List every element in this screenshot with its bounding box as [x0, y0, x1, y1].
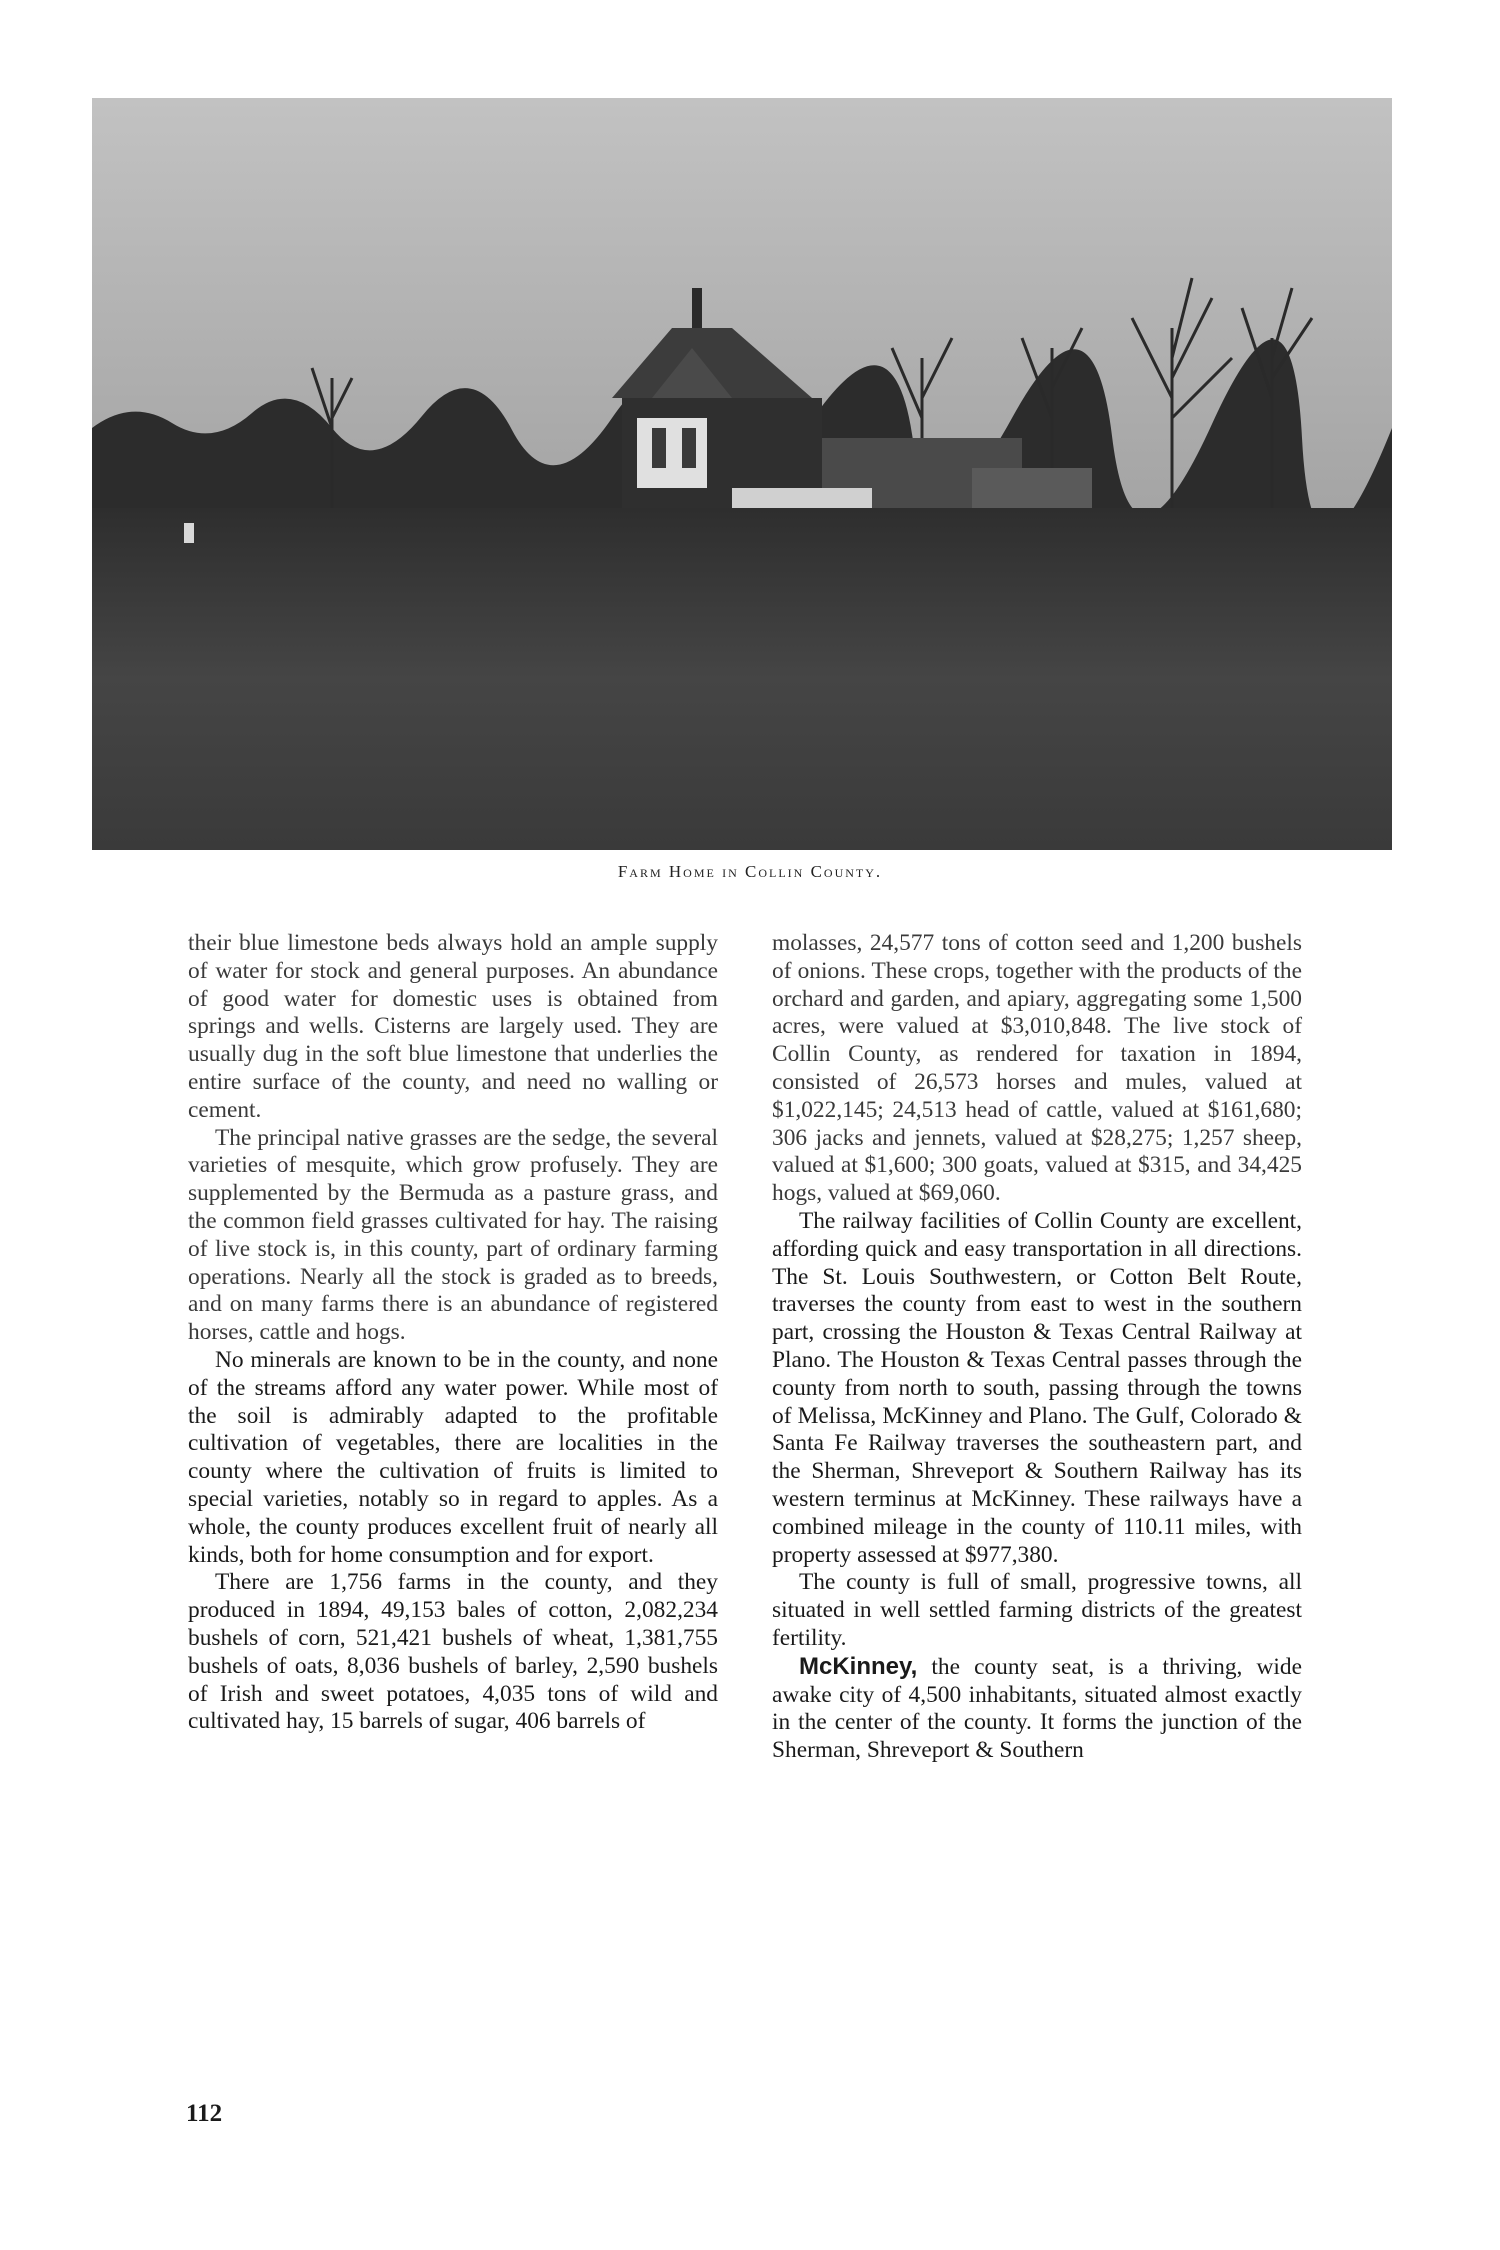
- farmhouse-photograph: [92, 98, 1392, 850]
- page-number: 112: [186, 2100, 223, 2127]
- paragraph: The railway facilities of Collin County are excellent, affording quick and easy transportation in all directions. The St. Louis Southwestern, or Cotton Belt Route, traverses the county from east to west in the southern part, crossing the Houston & Texas Central Railway at Plano. The Houston & Texas Central passes through the county from north to south, passing through the towns of Melissa, McKinney and Plano. The Gulf, Colorado & Santa Fe Railway traverses the southeastern part, and the Sherman, Shreveport & Southern Railway has its western terminus at McKinney. These railways have a combined mileage in the county of 110.11 miles, with property assessed at $977,380.: [772, 1207, 1302, 1568]
- paragraph: [772, 1653, 1302, 1765]
- paragraph-text: the county seat, is a thriving, wide awake city of 4,500 inhabitants, situated almost exactly in the center of the county. It forms the junction of the Sherman, Shreveport & Southern: [772, 1653, 1302, 1764]
- paragraph: their blue limestone beds always hold an ample supply of water for stock and general purposes. An abundance of good water for domestic uses is obtained from springs and wells. Cisterns are largely used. They are usually dug in the soft blue limestone that underlies the entire surface of the county, and need no walling or cement.: [188, 930, 718, 1123]
- paragraph: No minerals are known to be in the county, and none of the streams afford any water power. While most of the soil is admirably adapted to the profitable cultivation of vegetables, there are localities in the county where the cultivation of fruits is limited to special varieties, notably so in regard to apples. As a whole, the county produces excellent fruit of nearly all kinds, both for home consumption and for export.: [188, 1346, 718, 1568]
- paragraph: The county is full of small, progressive towns, all situated in well settled farming districts of the greatest fertility.: [772, 1569, 1302, 1651]
- text-column-right: [772, 930, 1302, 1765]
- paragraph: molasses, 24,577 tons of cotton seed and 1,200 bushels of onions. These crops, together with the products of the orchard and garden, and apiary, aggregating some 1,500 acres, were valued at $3,010,848. The live stock of Collin County, as rendered for taxation in 1894, consisted of 26,573 horses and mules, valued at $1,022,145; 24,513 head of cattle, valued at $161,680; 306 jacks and jennets, valued at $28,275; 1,257 sheep, valued at $1,600; 300 goats, valued at $315, and 34,425 hogs, valued at $69,060.: [772, 930, 1302, 1207]
- paragraph: There are 1,756 farms in the county, and they produced in 1894, 49,153 bales of cotton, 2,082,234 bushels of corn, 521,421 bushels of wheat, 1,381,755 bushels of oats, 8,036 bushels of barley, 2,590 bushels of Irish and sweet potatoes, 4,035 tons of wild and cultivated hay, 15 barrels of sugar, 406 barrels of: [188, 1569, 718, 1735]
- photo-caption: Farm Home in Collin County.: [617, 862, 883, 881]
- town-name-mckinney: McKinney,: [799, 1652, 918, 1680]
- paragraph: The principal native grasses are the sedge, the several varieties of mesquite, which grow profusely. They are supplemented by the Bermuda as a pasture grass, and the common field grasses cultivated for hay. The raising of live stock is, in this county, part of ordinary farming operations. Nearly all the stock is graded as to breeds, and on many farms there is an abundance of registered horses, cattle and hogs.: [188, 1124, 718, 1346]
- text-column-left: [188, 930, 718, 1736]
- farmhouse-photo-icon: [92, 98, 1392, 850]
